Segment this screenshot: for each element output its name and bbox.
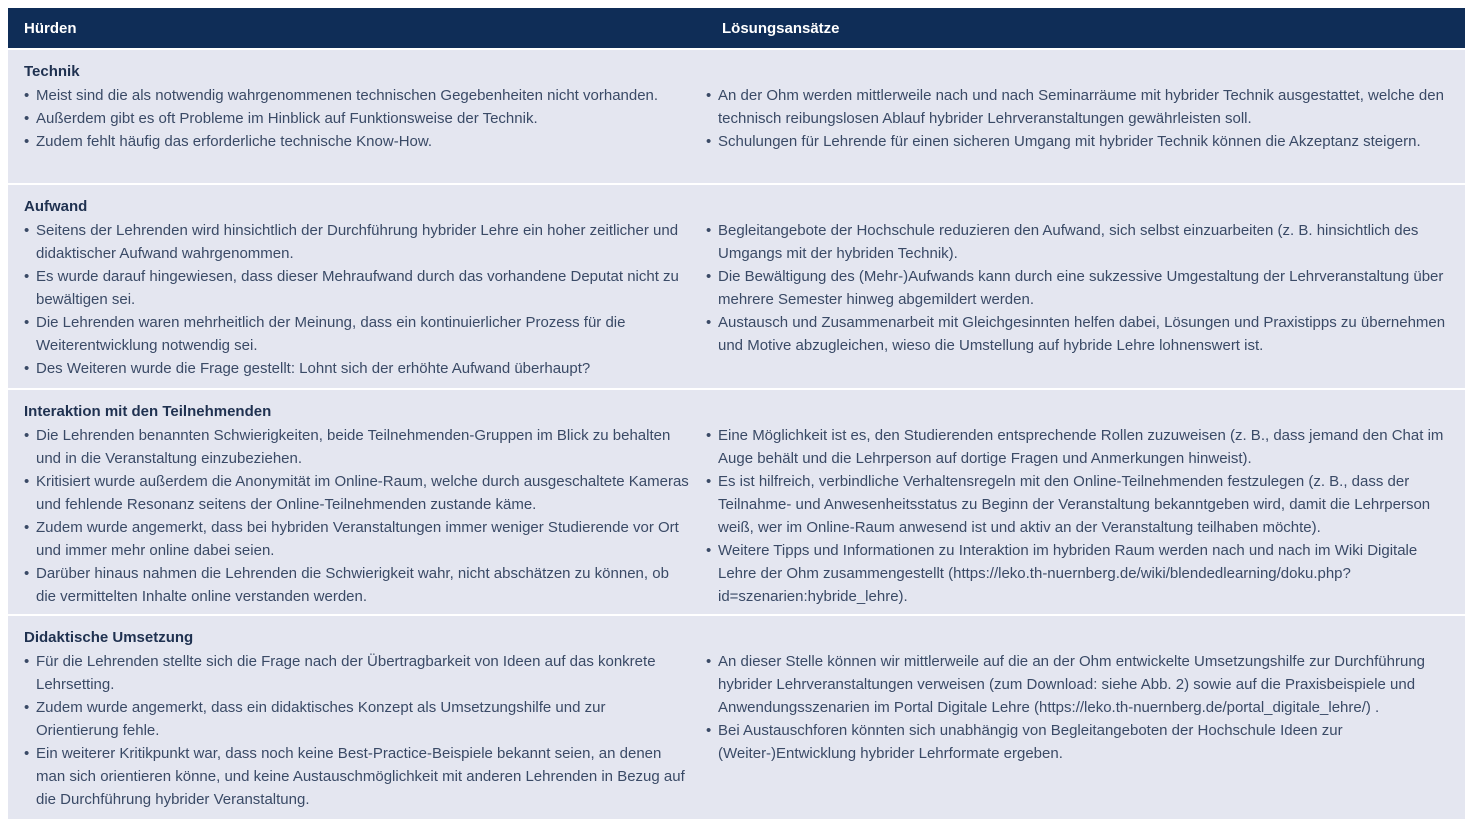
list-item: • Ein weiterer Kritikpunkt war, dass noch keine Best-Practice-Beispiele bekannt seien, an denen man sich orientieren könne, und keine Austauschmöglichkeit mit anderen Lehrenden in Bezug auf die Durchführung hybrider Veranstaltung.: [24, 742, 690, 811]
hurdles-cell: [8, 390, 690, 614]
list-item: • Zudem fehlt häufig das erforderliche technische Know-How.: [24, 130, 690, 153]
solutions-list: [706, 219, 1455, 357]
list-item: • Austausch und Zusammenarbeit mit Gleichgesinnten helfen dabei, Lösungen und Praxistipps zu übernehmen und Motive abzugleichen, wieso die Umstellung auf hybride Lehre lohnenswert ist.: [706, 311, 1455, 357]
hurdles-solutions-table: [8, 8, 1465, 819]
solutions-list: [706, 650, 1455, 765]
list-item: • Des Weiteren wurde die Frage gestellt: Lohnt sich der erhöhte Aufwand überhaupt?: [24, 357, 690, 380]
solutions-list: [706, 424, 1455, 608]
section-technik: [8, 48, 1465, 183]
list-item: • Zudem wurde angemerkt, dass bei hybriden Veranstaltungen immer weniger Studierende vor Ort und immer mehr online dabei seien.: [24, 516, 690, 562]
table-header: [8, 8, 1465, 48]
list-item: • An dieser Stelle können wir mittlerweile auf die an der Ohm entwickelte Umsetzungshilfe zur Durchführung hybrider Lehrveranstaltungen verweisen (zum Download: siehe Abb. 2) sowie auf die Praxisbeispiele und Anwendungsszenarien im Portal Digitale Lehre (https://leko.th-nuernberg.de/portal_digitale_lehre/) .: [706, 650, 1455, 719]
list-item: • Es wurde darauf hingewiesen, dass dieser Mehraufwand durch das vorhandene Deputat nicht zu bewältigen sei.: [24, 265, 690, 311]
solutions-cell: [690, 390, 1465, 614]
list-item: • Für die Lehrenden stellte sich die Frage nach der Übertragbarkeit von Ideen auf das konkrete Lehrsetting.: [24, 650, 690, 696]
list-item: • Seitens der Lehrenden wird hinsichtlich der Durchführung hybrider Lehre ein hoher zeitlicher und didaktischer Aufwand wahrgenommen.: [24, 219, 690, 265]
solutions-list: [706, 84, 1455, 153]
hurdles-cell: [8, 185, 690, 388]
hurdles-list: [24, 219, 690, 380]
solutions-cell: [690, 185, 1465, 388]
list-item: • Kritisiert wurde außerdem die Anonymität im Online-Raum, welche durch ausgeschaltete Kameras und fehlende Resonanz seitens der Online-Teilnehmenden zustande käme.: [24, 470, 690, 516]
list-item: • Begleitangebote der Hochschule reduzieren den Aufwand, sich selbst einzuarbeiten (z. B. hinsichtlich des Umgangs mit der hybriden Technik).: [706, 219, 1455, 265]
header-solutions: Lösungsansätze: [722, 19, 840, 37]
hurdles-cell: [8, 50, 690, 183]
list-item: • Außerdem gibt es oft Probleme im Hinblick auf Funktionsweise der Technik.: [24, 107, 690, 130]
hurdles-list: [24, 650, 690, 811]
hurdles-cell: [8, 616, 690, 819]
solutions-cell: [690, 616, 1465, 819]
list-item: • Die Lehrenden waren mehrheitlich der Meinung, dass ein kontinuierlicher Prozess für die Weiterentwicklung notwendig sei.: [24, 311, 690, 357]
section-interaktion: [8, 388, 1465, 614]
section-title: Didaktische Umsetzung: [24, 629, 194, 646]
list-item: • Meist sind die als notwendig wahrgenommenen technischen Gegebenheiten nicht vorhanden.: [24, 84, 690, 107]
section-title: Aufwand: [24, 198, 88, 215]
list-item: • Darüber hinaus nahmen die Lehrenden die Schwierigkeit wahr, nicht abschätzen zu können, ob die vermittelten Inhalte online verstanden werden.: [24, 562, 690, 608]
list-item: • Schulungen für Lehrende für einen sicheren Umgang mit hybrider Technik können die Akzeptanz steigern.: [706, 130, 1455, 153]
section-didaktische-umsetzung: [8, 614, 1465, 819]
list-item: • Die Bewältigung des (Mehr-)Aufwands kann durch eine sukzessive Umgestaltung der Lehrveranstaltung über mehrere Semester hinweg abgemildert werden.: [706, 265, 1455, 311]
list-item: • Eine Möglichkeit ist es, den Studierenden entsprechende Rollen zuzuweisen (z. B., dass jemand den Chat im Auge behält und die Lehrperson auf dortige Fragen und Anmerkungen hinweist).: [706, 424, 1455, 470]
section-title: Technik: [24, 63, 80, 80]
solutions-cell: [690, 50, 1465, 183]
section-title: Interaktion mit den Teilnehmenden: [24, 403, 272, 420]
header-hurdles: Hürden: [24, 19, 77, 37]
hurdles-list: [24, 84, 690, 153]
list-item: • An der Ohm werden mittlerweile nach und nach Seminarräume mit hybrider Technik ausgestattet, welche den technisch reibungslosen Ablauf hybrider Lehrveranstaltungen gewährleisten soll.: [706, 84, 1455, 130]
list-item: • Weitere Tipps und Informationen zu Interaktion im hybriden Raum werden nach und nach im Wiki Digitale Lehre der Ohm zusammengestellt (https://leko.th-nuernberg.de/wiki/blendedlearning/doku.php?id=szenarien:hybride_lehre).: [706, 539, 1455, 608]
list-item: • Bei Austauschforen könnten sich unabhängig von Begleitangeboten der Hochschule Ideen zur (Weiter-)Entwicklung hybrider Lehrformate ergeben.: [706, 719, 1455, 765]
list-item: • Es ist hilfreich, verbindliche Verhaltensregeln mit den Online-Teilnehmenden festzulegen (z. B., dass der Teilnahme- und Anwesenheitsstatus zu Beginn der Veranstaltung bekanntgeben wird, damit die Lehrperson weiß, wer im Online-Raum anwesend ist und aktiv an der Veranstaltung teilhaben möchte).: [706, 470, 1455, 539]
list-item: • Die Lehrenden benannten Schwierigkeiten, beide Teilnehmenden-Gruppen im Blick zu behalten und in die Veranstaltung einzubeziehen.: [24, 424, 690, 470]
section-aufwand: [8, 183, 1465, 388]
list-item: • Zudem wurde angemerkt, dass ein didaktisches Konzept als Umsetzungshilfe und zur Orientierung fehle.: [24, 696, 690, 742]
hurdles-list: [24, 424, 690, 608]
